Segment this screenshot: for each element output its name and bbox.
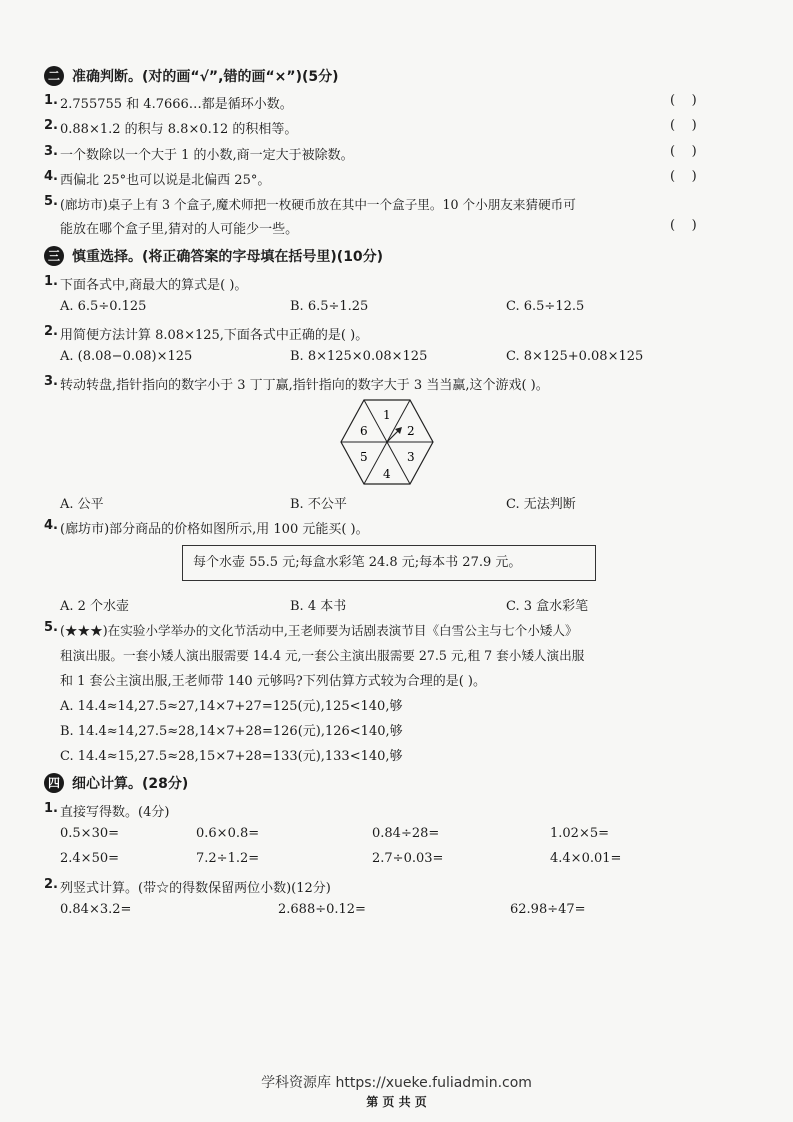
- item-number: 5.: [44, 194, 58, 209]
- q4-option-b[interactable]: B. 4 本书: [290, 599, 347, 614]
- calc-1-text: 直接写得数。(4分): [60, 805, 170, 820]
- answer-paren[interactable]: ( ): [670, 118, 697, 133]
- q5-option-b[interactable]: B. 14.4≈14,27.5≈28,14×7+28=126(元),126<140,够: [60, 724, 403, 739]
- q5-option-c[interactable]: C. 14.4≈15,27.5≈28,15×7+28=133(元),133<140,够: [60, 749, 403, 764]
- vertical-calc-item: 0.84×3.2=: [60, 902, 132, 917]
- q3-number: 3.: [44, 374, 58, 389]
- vertical-calc-item: 2.688÷0.12=: [278, 902, 366, 917]
- spinner-sector-label: 3: [407, 450, 415, 464]
- section-4-badge: 四: [44, 773, 64, 793]
- spinner-sector-label: 4: [383, 467, 391, 481]
- q4-text: (廊坊市)部分商品的价格如图所示,用 100 元能买( )。: [60, 522, 369, 537]
- oral-calc-item: 0.84÷28=: [372, 826, 440, 841]
- section-3-badge: 三: [44, 246, 64, 266]
- q5-number: 5.: [44, 620, 58, 635]
- q4-option-c[interactable]: C. 3 盒水彩笔: [506, 599, 589, 614]
- oral-calc-item: 7.2÷1.2=: [196, 851, 260, 866]
- oral-calc-item: 2.4×50=: [60, 851, 120, 866]
- answer-paren[interactable]: ( ): [670, 144, 697, 159]
- section-2-title: 准确判断。(对的画“√”,错的画“×”)(5分): [72, 69, 339, 85]
- q5-option-a[interactable]: A. 14.4≈14,27.5≈27,14×7+27=125(元),125<140,够: [60, 699, 403, 714]
- section-3-title: 慎重选择。(将正确答案的字母填在括号里)(10分): [72, 249, 384, 265]
- vertical-calc-item: 62.98÷47=: [510, 902, 586, 917]
- q1-option-c[interactable]: C. 6.5÷12.5: [506, 299, 585, 314]
- q1-text: 下面各式中,商最大的算式是( )。: [60, 278, 248, 293]
- calc-2-number: 2.: [44, 877, 58, 892]
- item-text: 西偏北 25°也可以说是北偏西 25°。: [60, 173, 271, 188]
- q4-option-a[interactable]: A. 2 个水壶: [60, 599, 130, 614]
- q3-option-c[interactable]: C. 无法判断: [506, 497, 576, 512]
- spinner-sector-label: 1: [383, 408, 391, 422]
- q4-number: 4.: [44, 518, 58, 533]
- item-text: (廊坊市)桌子上有 3 个盒子,魔术师把一枚硬币放在其中一个盒子里。10 个小朋友来猜硬币可: [60, 197, 576, 212]
- spinner-sector-label: 6: [360, 424, 368, 438]
- section-4-title: 细心计算。(28分): [72, 776, 189, 792]
- q1-option-b[interactable]: B. 6.5÷1.25: [290, 299, 369, 314]
- oral-calc-item: 0.5×30=: [60, 826, 120, 841]
- q5-text-line2: 租演出服。一套小矮人演出服需要 14.4 元,一套公主演出服需要 27.5 元,租 7 套小矮人演出服: [60, 648, 585, 663]
- oral-calc-item: 1.02×5=: [550, 826, 610, 841]
- spinner-diagram: [338, 398, 436, 486]
- q2-option-a[interactable]: A. (8.08−0.08)×125: [60, 349, 193, 364]
- footer-source-link[interactable]: 学科资源库 https://xueke.fuliadmin.com: [261, 1075, 532, 1091]
- item-number: 4.: [44, 169, 58, 184]
- oral-calc-item: 4.4×0.01=: [550, 851, 622, 866]
- q3-option-b[interactable]: B. 不公平: [290, 497, 347, 512]
- item-text: 2.755755 和 4.7666…都是循环小数。: [60, 97, 293, 112]
- q2-number: 2.: [44, 324, 58, 339]
- q1-option-a[interactable]: A. 6.5÷0.125: [60, 299, 147, 314]
- spinner-sector-label: 5: [360, 450, 368, 464]
- section-2-badge: 二: [44, 66, 64, 86]
- calc-1-number: 1.: [44, 801, 58, 816]
- answer-paren[interactable]: ( ): [670, 218, 697, 233]
- oral-calc-item: 0.6×0.8=: [196, 826, 260, 841]
- spinner-sector-label: 2: [407, 424, 415, 438]
- item-number: 1.: [44, 93, 58, 108]
- q5-text-line1: (★★★)在实验小学举办的文化节活动中,王老师要为话剧表演节目《白雪公主与七个小矮人》: [60, 623, 578, 638]
- item-text: 0.88×1.2 的积与 8.8×0.12 的积相等。: [60, 122, 298, 137]
- q3-option-a[interactable]: A. 公平: [60, 497, 104, 512]
- price-box: 每个水壶 55.5 元;每盒水彩笔 24.8 元;每本书 27.9 元。: [182, 545, 596, 581]
- q3-text: 转动转盘,指针指向的数字小于 3 丁丁赢,指针指向的数字大于 3 当当赢,这个游戏( )。: [60, 378, 549, 393]
- footer-page-number: 第 页 共 页: [366, 1095, 427, 1109]
- q2-text: 用简便方法计算 8.08×125,下面各式中正确的是( )。: [60, 328, 369, 343]
- item-number: 3.: [44, 144, 58, 159]
- answer-paren[interactable]: ( ): [670, 93, 697, 108]
- item-text: 一个数除以一个大于 1 的小数,商一定大于被除数。: [60, 148, 354, 163]
- q1-number: 1.: [44, 274, 58, 289]
- q2-option-c[interactable]: C. 8×125+0.08×125: [506, 349, 644, 364]
- calc-2-text: 列竖式计算。(带☆的得数保留两位小数)(12分): [60, 881, 331, 896]
- item-number: 2.: [44, 118, 58, 133]
- q5-text-line3: 和 1 套公主演出服,王老师带 140 元够吗?下列估算方式较为合理的是( )。: [60, 674, 486, 689]
- answer-paren[interactable]: ( ): [670, 169, 697, 184]
- q2-option-b[interactable]: B. 8×125×0.08×125: [290, 349, 428, 364]
- item-text-continued: 能放在哪个盒子里,猜对的人可能少一些。: [60, 222, 299, 237]
- oral-calc-item: 2.7÷0.03=: [372, 851, 444, 866]
